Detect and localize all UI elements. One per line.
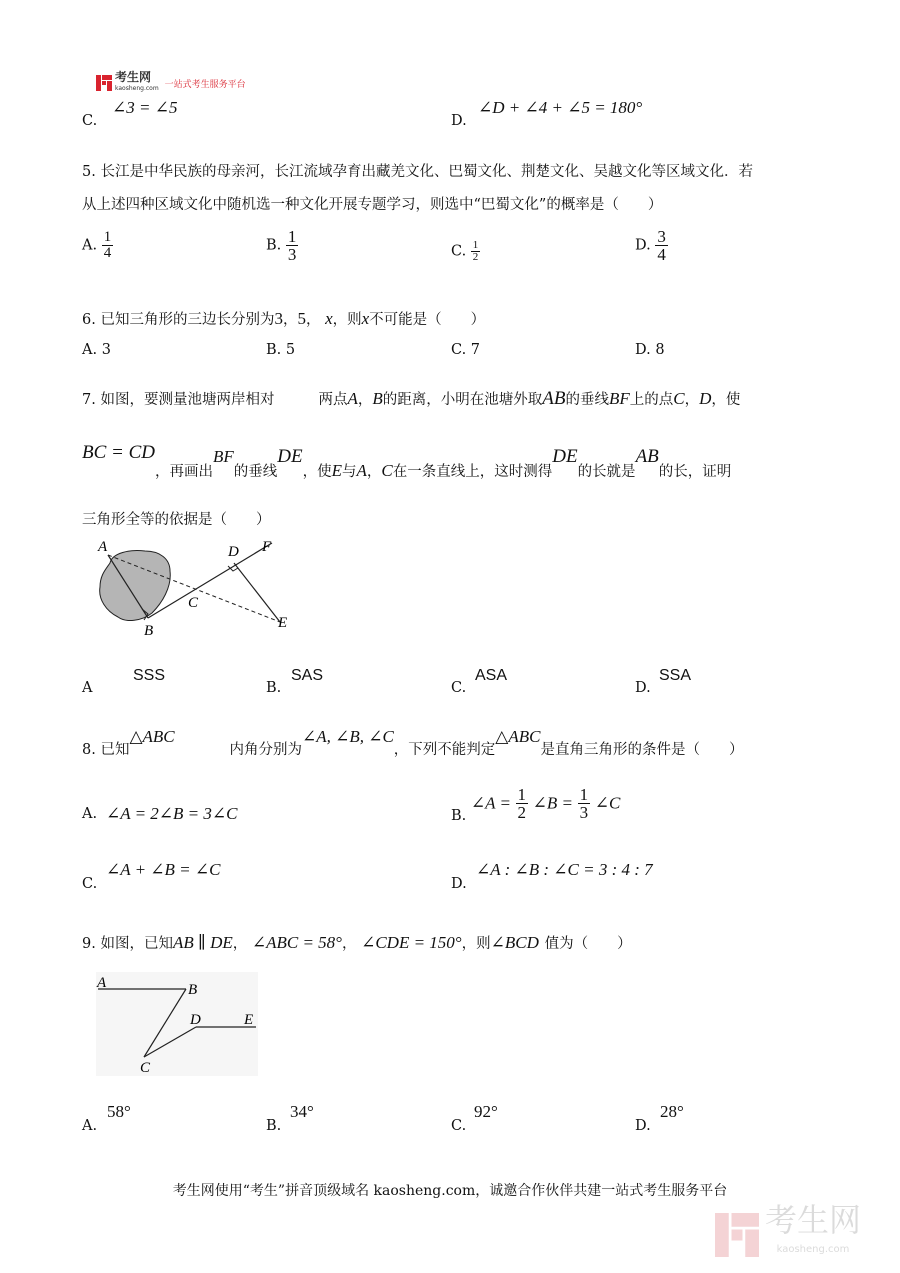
q7-option-d-value: SSA — [659, 667, 692, 684]
label-D: D — [228, 544, 239, 560]
label-F: F — [262, 539, 272, 555]
logo-name: 考生网 kaosheng.com — [115, 70, 159, 92]
label-E: E — [244, 1012, 254, 1028]
q9-figure — [92, 972, 262, 1078]
q6-option-b: B. 5 — [266, 342, 296, 358]
q9-option-b-value: 34° — [290, 1102, 314, 1121]
q4-option-d-label: D. — [451, 113, 467, 129]
q8-option-d-label: D. — [451, 876, 467, 892]
q7-option-c-label: C. — [451, 680, 467, 696]
q4-option-c-label: C. — [82, 113, 98, 129]
label-B: B — [188, 982, 198, 998]
q9-option-d-value: 28° — [660, 1102, 684, 1121]
q7-line2: BC = CD，再画出BF的垂线DE，使E与A，C在一条直线上，这时测得DE的长就是AB的长，证明 — [82, 442, 732, 480]
q9-option-b-label: B. — [266, 1118, 282, 1134]
figure-background — [96, 972, 258, 1076]
q8-stem: 8. 已知△ABC内角分别为∠A, ∠B, ∠C，下列不能判定△ABC是直角三角形的条件是（ ） — [82, 727, 744, 758]
q5-option-d: D. $\frac{3}{4}$ — [635, 227, 666, 264]
q6-option-d: D. 8 — [635, 342, 665, 358]
label-B: B — [144, 623, 154, 639]
q9-stem: 9. 如图，已知AB ∥ DE， ∠ABC = 58°， ∠CDE = 150°，则∠BCD 值为（ ） — [82, 933, 632, 952]
q7-figure — [90, 535, 300, 640]
header-logo — [96, 72, 246, 94]
q5-line2: 从上述四种区域文化中随机选一种文化开展专题学习，则选中“巴蜀文化”的概率是（ ） — [82, 197, 663, 213]
q8-option-c-math: ∠A + ∠B = ∠C — [106, 860, 221, 879]
q9-option-d-label: D. — [635, 1118, 651, 1134]
label-E: E — [278, 615, 288, 631]
q4-option-d-math: ∠D + ∠4 + ∠5 = 180° — [478, 98, 643, 117]
q8-option-b: B. ∠A = $\frac{1}{2}$ ∠B = $\frac{1}{3}$ ∠C — [451, 785, 621, 824]
q7-line3: 三角形全等的依据是（ ） — [82, 512, 271, 528]
q9-option-a-value: 58° — [107, 1102, 131, 1121]
label-D: D — [190, 1012, 201, 1028]
line-DE — [234, 563, 280, 622]
q7-option-d-label: D. — [635, 680, 651, 696]
q8-option-a-math: ∠A = 2∠B = 3∠C — [106, 804, 238, 823]
label-C: C — [140, 1060, 151, 1076]
q9-option-a-label: A. — [82, 1118, 98, 1134]
q5-option-b: B. $\frac{1}{3}$ — [266, 227, 297, 264]
q6-option-c: C. 7 — [451, 342, 481, 358]
q7-option-c-value: ASA — [475, 667, 508, 684]
q8-option-a-label: A. — [82, 806, 98, 822]
page-footer: 考生网使用“考生”拼音顶级域名 kaosheng.com，诚邀合作伙伴共建一站式考生服务平台 — [172, 1183, 728, 1199]
watermark — [715, 1201, 862, 1265]
label-C: C — [188, 595, 199, 611]
q4-option-c-math: ∠3 = ∠5 — [112, 98, 178, 117]
pond-shape — [100, 551, 171, 621]
q5-option-c: C. $\frac{1}{2}$ — [451, 239, 479, 263]
q8-option-d-math: ∠A : ∠B : ∠C = 3 : 4 : 7 — [476, 860, 653, 879]
q7-option-b-label: B. — [266, 680, 282, 696]
q7-option-a-value: SSS — [133, 667, 166, 684]
logo-slogan: 一站式考生服务平台 — [164, 79, 246, 90]
q6-option-a: A. 3 — [82, 342, 111, 358]
q9-option-c-label: C. — [451, 1118, 467, 1134]
label-A: A — [98, 539, 108, 555]
watermark-text: 考生网 kaosheng.com — [765, 1201, 862, 1255]
q5-option-a: A. $\frac{1}{4}$ — [82, 229, 112, 261]
q7-line1: 7. 如图，要测量池塘两岸相对 两点A，B的距离，小明在池塘外取AB的垂线BF上的点C，D，使 — [82, 388, 741, 409]
kaosheng-logo-icon — [96, 75, 112, 91]
q8-option-c-label: C. — [82, 876, 98, 892]
label-A: A — [97, 975, 107, 991]
q7-option-a-label: A — [82, 680, 93, 696]
q7-option-b-value: SAS — [291, 667, 324, 684]
watermark-logo-icon — [715, 1211, 759, 1259]
q9-option-c-value: 92° — [474, 1102, 498, 1121]
q6-stem: 6. 已知三角形的三边长分别为3，5， x，则x不可能是（ ） — [82, 309, 486, 328]
logo-sub: kaosheng.com — [115, 85, 159, 92]
q5-line1: 5. 长江是中华民族的母亲河，长江流域孕育出藏羌文化、巴蜀文化、荆楚文化、吴越文化等区域文化．若 — [82, 164, 753, 180]
